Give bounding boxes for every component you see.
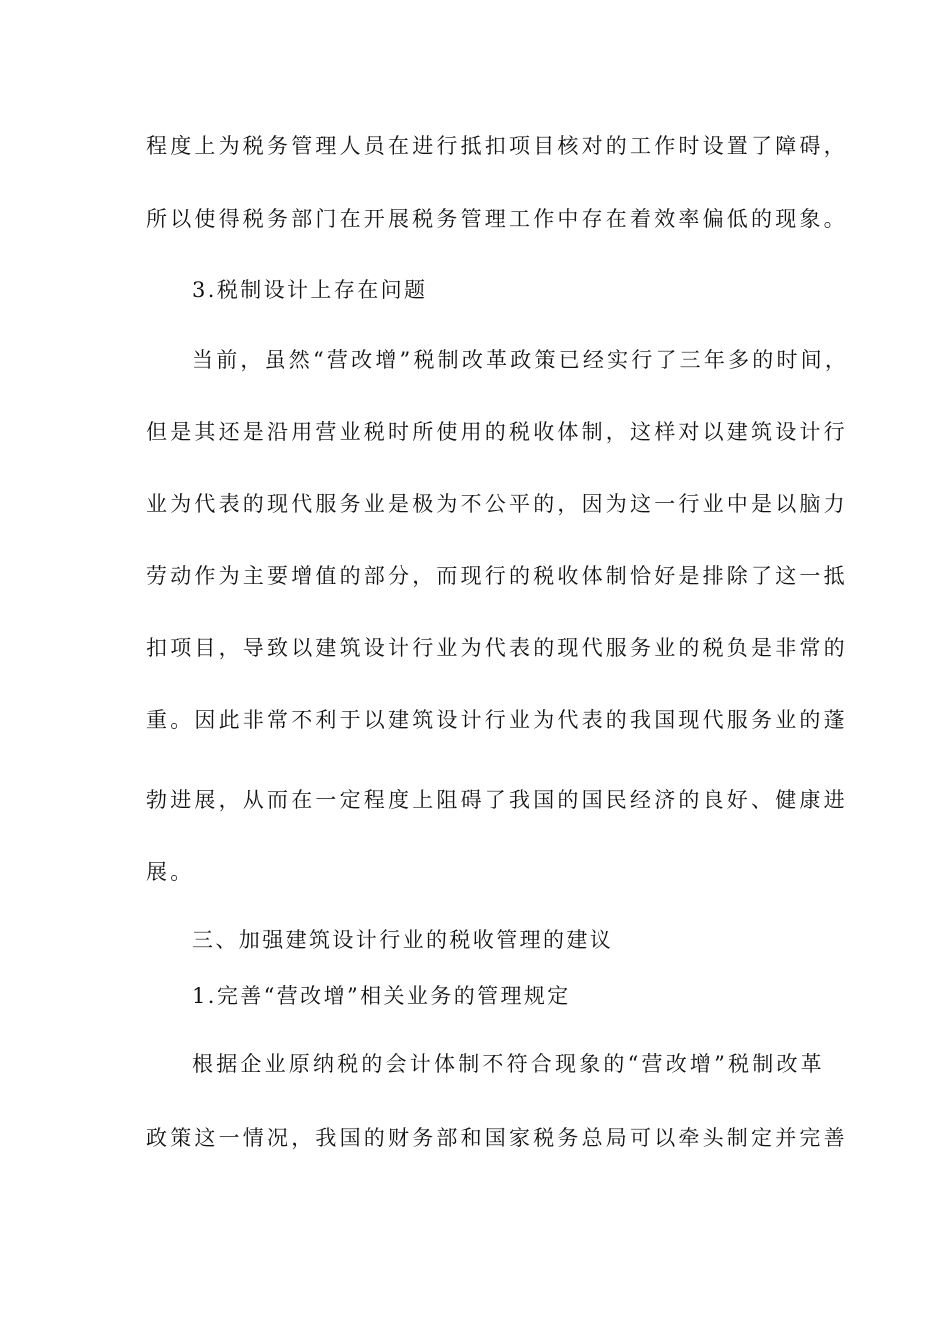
section-heading: 3.税制设计上存在问题 <box>192 278 428 302</box>
paragraph-line: 勃进展，从而在一定程度上阻碍了我国的国民经济的良好、健康进 <box>146 788 848 812</box>
paragraph-line: 但是其还是沿用营业税时所使用的税收体制，这样对以建筑设计行 <box>146 420 848 444</box>
paragraph-line: 展。 <box>146 860 195 884</box>
paragraph-line: 当前，虽然“营改增”税制改革政策已经实行了三年多的时间， <box>192 348 850 372</box>
paragraph-line: 重。因此非常不利于以建筑设计行业为代表的我国现代服务业的蓬 <box>146 708 848 732</box>
paragraph-line: 扣项目，导致以建筑设计行业为代表的现代服务业的税负是非常的 <box>146 636 848 660</box>
paragraph-line: 政策这一情况，我国的财务部和国家税务总局可以牵头制定并完善 <box>146 1126 848 1150</box>
paragraph-line: 业为代表的现代服务业是极为不公平的，因为这一行业中是以脑力 <box>146 492 848 516</box>
section-heading: 三、加强建筑设计行业的税收管理的建议 <box>192 928 614 952</box>
subsection-heading: 1.完善“营改增”相关业务的管理规定 <box>192 984 571 1008</box>
paragraph-line: 程度上为税务管理人员在进行抵扣项目核对的工作时设置了障碍， <box>146 134 848 158</box>
paragraph-line: 根据企业原纳税的会计体制不符合现象的“营改增”税制改革 <box>192 1052 825 1076</box>
paragraph-line: 劳动作为主要增值的部分，而现行的税收体制恰好是排除了这一抵 <box>146 564 848 588</box>
paragraph-line: 所以使得税务部门在开展税务管理工作中存在着效率偏低的现象。 <box>146 207 848 231</box>
